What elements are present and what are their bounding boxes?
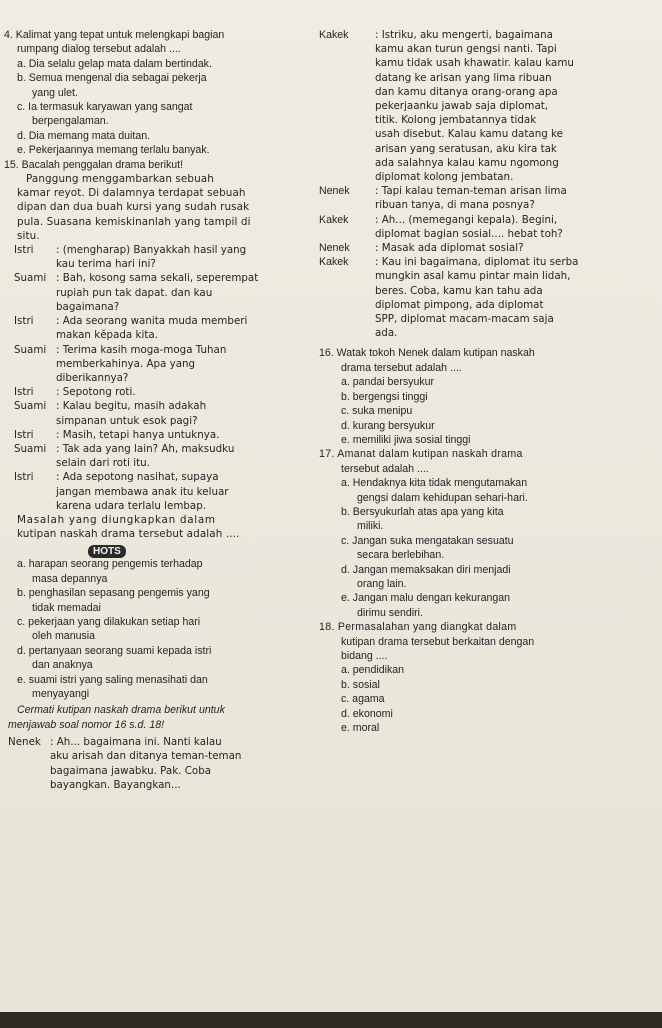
q15-stage-direction: Panggung menggambarkan sebuah [26, 173, 214, 186]
utterance: : Masak ada diplomat sosial? [375, 242, 524, 255]
q4-option-d: d. Dia memang mata duitan. [17, 129, 151, 142]
question-16 [319, 346, 659, 447]
speaker: Nenek [319, 242, 350, 255]
utterance-cont: jangan membawa anak itu keluar [56, 485, 229, 498]
q16-option-b: b. bergengsi tinggi [341, 390, 428, 403]
q4-option-b-cont: yang ulet. [32, 86, 78, 99]
utterance-cont: bagaimana jawabku. Pak. Coba [50, 764, 212, 777]
q15-option-d: d. pertanyaan seorang suami kepada istri [17, 644, 212, 657]
speaker: Istri [14, 315, 34, 328]
utterance: : (mengharap) Banyakkah hasil yang [56, 244, 247, 257]
dialog-line [319, 255, 659, 269]
q18-option-b: b. sosial [341, 678, 380, 691]
speaker: Kakek [319, 256, 349, 269]
q4-option-c: c. Ia termasuk karyawan yang sangat [17, 101, 193, 114]
utterance-cont: rupiah pun tak dapat. dan kau [56, 286, 213, 299]
utterance: : Ada sepotong nasihat, supaya [56, 471, 219, 484]
q15-option-e-cont: menyayangi [32, 688, 90, 700]
utterance-cont: diplomat bagian sosial.... hebat toh? [375, 227, 563, 240]
q17-option-a: a. Hendaknya kita tidak mengutamakan [341, 477, 528, 490]
q15-stage-direction: dipan dan dua buah kursi yang sudah rusak [17, 201, 250, 214]
dialog-line [319, 213, 659, 227]
right-column [319, 28, 659, 735]
utterance-cont: makan kĕpada kita. [56, 329, 158, 342]
utterance: : Ada seorang wanita muda memberi [56, 315, 248, 328]
q15-option-e: e. suami istri yang saling menasihati dan [17, 673, 208, 686]
utterance-cont: selain dari roti itu. [56, 457, 150, 470]
q16-stem: 16. Watak tokoh Nenek dalam kutipan naskah [319, 347, 535, 360]
dialog-line [14, 442, 312, 456]
q15-stage-direction: situ. [17, 229, 40, 242]
utterance-cont: kamu tidak usah khawatir. kalau kamu [375, 57, 574, 70]
utterance-cont: bagaimana? [56, 300, 120, 313]
dialog-line [14, 271, 312, 285]
speaker: Kakek [319, 29, 349, 41]
utterance-cont: ribuan tanya, di mana posnya? [375, 199, 535, 212]
q15-option-b-cont: tidak memadai [32, 601, 101, 614]
utterance-cont: kamu akan turun gengsi nanti. Tapi [375, 43, 557, 56]
speaker: Nenek [8, 736, 41, 749]
q17-option-c-cont: secara berlebihan. [357, 549, 445, 562]
speaker: Istri [14, 428, 34, 441]
q15-option-a-cont: masa depannya [32, 572, 108, 585]
q17-option-e: e. Jangan malu dengan kekurangan [341, 592, 511, 605]
utterance: : Tapi kalau teman-teman arisan lima [375, 185, 567, 198]
utterance-cont: SPP, diplomat macam-macam saja [375, 313, 554, 326]
speaker: Suami [14, 343, 47, 356]
speaker: Nenek [319, 185, 350, 198]
q15-stage-direction: kamar reyot. Di dalamnya terdapat sebuah [17, 187, 246, 200]
q15-dialog [4, 243, 312, 513]
q4-stem: 4. Kalimat yang tepat untuk melengkapi bagian [4, 29, 225, 41]
reference-instruction [4, 703, 312, 792]
q16-option-a: a. pandai bersyukur [341, 376, 435, 389]
q15-question: Masalah yang diungkapkan dalam [17, 513, 216, 526]
dialog-line [319, 184, 659, 198]
q16-option-d: d. kurang bersyukur [341, 419, 435, 432]
utterance-cont: beres. Coba, kamu kan tahu ada [375, 284, 543, 297]
utterance-cont: simpanan untuk esok pagi? [56, 414, 198, 427]
q17-option-b-cont: miliki. [357, 520, 384, 533]
utterance-cont: titik. Kolong jembatannya tidak [375, 114, 537, 127]
utterance-cont: datang ke arisan yang lima ribuan [375, 71, 552, 84]
q17-option-e-cont: dirimu sendiri. [357, 606, 423, 619]
q18-stem: 18. Permasalahan yang diangkat dalam [319, 621, 517, 634]
question-18 [319, 620, 659, 735]
drama-dialog-continued [319, 28, 659, 340]
q17-option-a-cont: gengsi dalam kehidupan sehari-hari. [357, 491, 528, 504]
q17-stem: 17. Amanat dalam kutipan naskah drama [319, 448, 523, 461]
utterance-cont: diberikannya? [56, 371, 129, 384]
question-17 [319, 447, 659, 620]
q17-option-c: c. Jangan suka mengatakan sesuatu [341, 534, 514, 547]
dialog-line [14, 243, 312, 257]
speaker: Istri [14, 244, 34, 257]
q17-option-d-cont: orang lain. [357, 577, 407, 590]
utterance-cont: dan kamu ditanya orang-orang apa [375, 85, 558, 98]
q15-option-c-cont: oleh manusia [32, 630, 96, 643]
utterance: : Ah... (memegangi kepala). Begini, [375, 213, 558, 226]
instruction-line: menjawab soal nomor 16 s.d. 18! [8, 718, 165, 731]
utterance-cont: aku arisah dan ditanya teman-teman [50, 750, 242, 763]
q15-option-c: c. pekerjaan yang dilakukan setiap hari [17, 615, 201, 628]
q15-stem: 15. Bacalah penggalan drama berikut! [4, 158, 184, 171]
q18-stem-cont: bidang .... [341, 650, 388, 662]
dialog-line [14, 314, 312, 328]
q4-option-e: e. Pekerjaannya memang terlalu banyak. [17, 144, 210, 157]
q18-stem-cont: kutipan drama tersebut berkaitan dengan [341, 635, 535, 648]
q4-option-b: b. Semua mengenal dia sebagai pekerja [17, 72, 207, 85]
utterance-cont: memberkahinya. Apa yang [56, 357, 196, 370]
hots-row [4, 541, 312, 557]
speaker: Suami [14, 400, 47, 413]
utterance: : Terima kasih moga-moga Tuhan [56, 343, 227, 356]
utterance-cont: ada salahnya kalau kamu ngomong [375, 156, 559, 169]
dialog-line [14, 470, 312, 484]
q15-stage-direction: pula. Suasana kemiskinanlah yang tampil di [17, 215, 251, 228]
dialog-line [14, 428, 312, 442]
q18-option-a: a. pendidikan [341, 664, 405, 677]
utterance-cont: bayangkan. Bayangkan... [50, 778, 181, 791]
utterance-cont: arisan yang seratusan, aku kira tak [375, 142, 557, 155]
q4-stem-cont: rumpang dialog tersebut adalah .... [17, 43, 181, 56]
q18-option-c: c. agama [341, 693, 385, 706]
q18-option-d: d. ekonomi [341, 707, 393, 720]
q16-option-c: c. suka menipu [341, 405, 413, 418]
utterance-cont: pekerjaanku jawab saja diplomat, [375, 100, 549, 113]
dialog-line [14, 399, 312, 413]
utterance: : Kau ini bagaimana, diplomat itu serba [375, 256, 579, 269]
utterance-cont: kau terima hari ini? [56, 258, 156, 271]
q15-option-b: b. penghasilan sepasang pengemis yang [17, 587, 210, 600]
q17-stem-cont: tersebut adalah .... [341, 462, 429, 475]
dialog-line [319, 241, 659, 255]
q16-stem-cont: drama tersebut adalah .... [341, 361, 462, 374]
hots-badge: HOTS [88, 545, 126, 558]
utterance: : Bah, kosong sama sekali, seperempat [56, 272, 259, 285]
utterance-cont: diplomat kolong jembatan. [375, 171, 514, 184]
utterance-cont: diplomat pimpong, ada diplomat [375, 298, 544, 311]
utterance-cont: karena udara terlalu lembap. [56, 499, 207, 512]
q15-option-d-cont: dan anaknya [32, 659, 93, 672]
utterance: : Sepotong roti. [56, 386, 136, 399]
speaker: Istri [14, 471, 34, 484]
q18-option-e: e. moral [341, 722, 380, 735]
utterance-cont: ada. [375, 327, 398, 340]
utterance-cont: mungkin asal kamu pintar main lidah, [375, 270, 571, 283]
utterance: : Masih, tetapi hanya untuknya. [56, 428, 220, 441]
utterance: : Ah... bagaimana ini. Nanti kalau [50, 736, 222, 749]
utterance: : Tak ada yang lain? Ah, maksudku [56, 442, 235, 455]
q16-option-e: e. memiliki jiwa sosial tinggi [341, 433, 471, 446]
dialog-line [319, 28, 659, 42]
utterance: : Kalau begitu, masih adakah [56, 400, 207, 413]
utterance-cont: usah disebut. Kalau kamu datang ke [375, 128, 563, 141]
utterance: : Istriku, aku mengerti, bagaimana [375, 29, 553, 41]
page-edge-shadow [0, 1012, 662, 1028]
q15-question-cont: kutipan naskah drama tersebut adalah .... [17, 528, 240, 541]
speaker: Suami [14, 272, 47, 285]
q4-option-a: a. Dia selalu gelap mata dalam bertindak. [17, 57, 212, 70]
speaker: Kakek [319, 213, 349, 226]
q4-option-c-cont: berpengalaman. [32, 115, 109, 128]
left-column [4, 28, 312, 792]
dialog-line [14, 343, 312, 357]
dialog-line [4, 735, 312, 749]
question-15 [4, 158, 312, 702]
q15-option-a: a. harapan seorang pengemis terhadap [17, 558, 203, 571]
speaker: Istri [14, 386, 34, 399]
q17-option-b: b. Bersyukurlah atas apa yang kita [341, 505, 504, 518]
instruction-line: Cermati kutipan naskah drama berikut untuk [17, 704, 225, 717]
speaker: Suami [14, 442, 47, 455]
question-4 [4, 28, 312, 158]
q17-option-d: d. Jangan memaksakan diri menjadi [341, 563, 511, 576]
dialog-line [14, 385, 312, 399]
